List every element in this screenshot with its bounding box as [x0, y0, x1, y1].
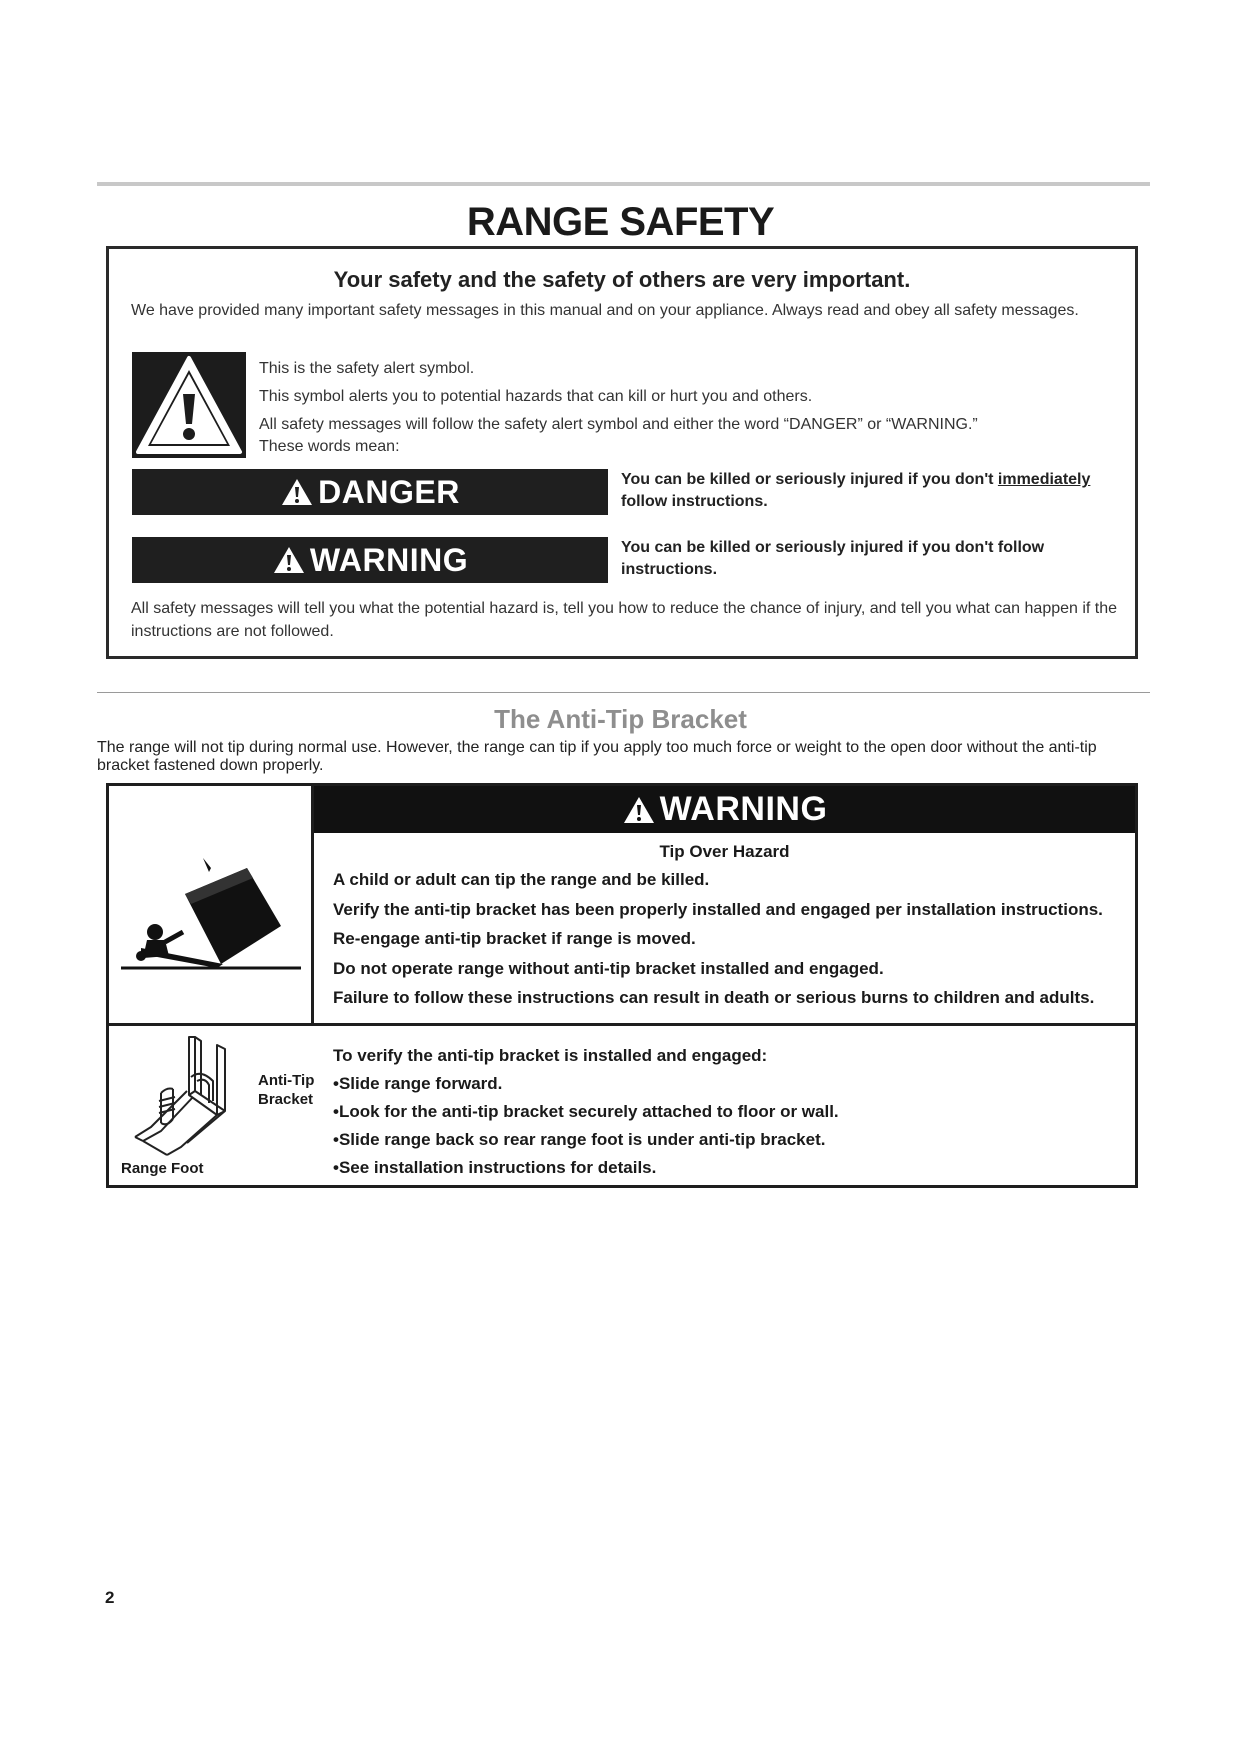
- anti-tip-label-line: Anti-Tip: [258, 1072, 315, 1089]
- anti-tip-bracket-illustration: [121, 1031, 235, 1161]
- warning-banner: [132, 537, 608, 583]
- hazard-line: Re-engage anti-tip bracket if range is moved.: [333, 929, 696, 948]
- symbol-explanation: [259, 358, 1099, 458]
- symbol-line: All safety messages will follow the safety alert symbol and either the word “DANGER” or “WARNING.”: [259, 416, 978, 433]
- verify-line: To verify the anti-tip bracket is installed and engaged:: [333, 1046, 768, 1065]
- symbol-line: This symbol alerts you to potential hazards that can kill or hurt you and others.: [259, 388, 813, 405]
- verify-line: •Slide range back so rear range foot is under anti-tip bracket.: [333, 1130, 826, 1149]
- warning-meaning: You can be killed or seriously injured if you don't follow instructions.: [621, 539, 1045, 578]
- box-divider-horizontal: [109, 1023, 1135, 1026]
- danger-meaning: [621, 469, 1131, 513]
- anti-tip-bracket-label: [258, 1071, 314, 1109]
- safety-message-box: [106, 246, 1138, 659]
- warning-triangle-icon: [132, 352, 246, 458]
- alert-triangle-icon: [622, 795, 656, 825]
- safety-heading: Your safety and the safety of others are very important.: [333, 267, 911, 292]
- warning-header: [314, 786, 1135, 833]
- hazard-line: Failure to follow these instructions can result in death or serious burns to children and adults.: [333, 988, 1095, 1007]
- verify-line: •Slide range forward.: [333, 1074, 503, 1093]
- verify-list: [333, 1045, 1113, 1185]
- hazard-title: Tip Over Hazard: [659, 842, 790, 861]
- danger-banner: [132, 469, 608, 515]
- danger-text-emphasis: immediately: [997, 471, 1091, 488]
- section-rule: [97, 692, 1150, 693]
- top-rule: [97, 182, 1150, 186]
- page-number: 2: [105, 1588, 115, 1607]
- hazard-line: A child or adult can tip the range and be killed.: [333, 870, 710, 889]
- section-title: The Anti-Tip Bracket: [494, 704, 747, 734]
- danger-text-start: You can be killed or seriously injured if you don't: [621, 471, 998, 488]
- warning-header-label: WARNING: [659, 790, 828, 828]
- hazard-line: Do not operate range without anti-tip bracket installed and engaged.: [333, 958, 884, 978]
- safety-intro: We have provided many important safety messages in this manual and on your appliance. Always read and obey all safety messages.: [131, 302, 1079, 319]
- section-intro: The range will not tip during normal use. However, the range can tip if you apply too much force or weight to the open door without the anti-tip bracket fastened down properly.: [97, 739, 1097, 774]
- verify-line: •Look for the anti-tip bracket securely attached to floor or wall.: [333, 1102, 839, 1121]
- warning-label: WARNING: [309, 541, 469, 578]
- hazard-line: Verify the anti-tip bracket has been properly installed and engaged per installation instructions.: [333, 899, 1103, 919]
- tip-over-warning-box: [106, 783, 1138, 1188]
- symbol-line: These words mean:: [259, 438, 400, 455]
- alert-triangle-icon: [272, 545, 306, 575]
- anti-tip-label-line: Bracket: [258, 1091, 314, 1108]
- alert-triangle-icon: [280, 477, 314, 507]
- range-foot-label: Range Foot: [121, 1160, 204, 1177]
- danger-text-end: follow instructions.: [621, 493, 768, 510]
- tip-over-illustration: [119, 836, 301, 996]
- verify-line: •See installation instructions for details.: [333, 1158, 657, 1177]
- hazard-list: [333, 869, 1133, 1017]
- safety-closing: All safety messages will tell you what the potential hazard is, tell you how to reduce the chance of injury, and tell you what can happen if the instructions are not followed.: [131, 600, 1118, 640]
- page-title: RANGE SAFETY: [466, 200, 775, 244]
- symbol-line: This is the safety alert symbol.: [259, 360, 475, 377]
- danger-label: DANGER: [318, 473, 460, 510]
